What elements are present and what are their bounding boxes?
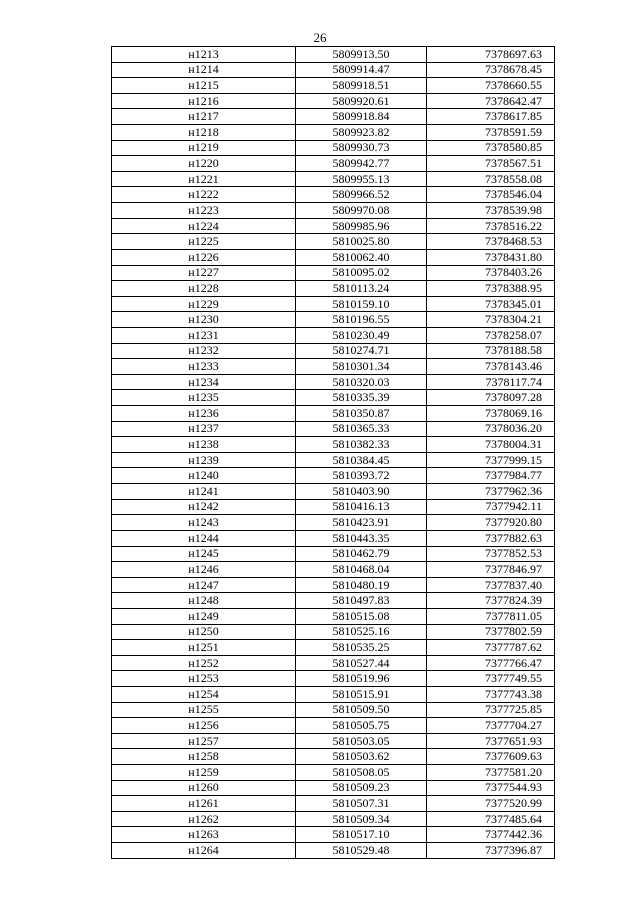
x-coordinate-cell: 5810113.24 bbox=[296, 281, 427, 297]
table-row bbox=[112, 374, 555, 390]
y-coordinate-cell: 7377766.47 bbox=[427, 655, 555, 671]
x-coordinate-cell: 5810382.33 bbox=[296, 437, 427, 453]
y-coordinate-cell: 7377837.40 bbox=[427, 577, 555, 593]
point-id-cell: н1222 bbox=[112, 187, 296, 203]
point-id-cell: н1224 bbox=[112, 218, 296, 234]
x-coordinate-cell: 5809918.84 bbox=[296, 109, 427, 125]
table-row bbox=[112, 171, 555, 187]
table-row bbox=[112, 327, 555, 343]
point-id-cell: н1244 bbox=[112, 530, 296, 546]
table-row bbox=[112, 608, 555, 624]
y-coordinate-cell: 7378345.01 bbox=[427, 296, 555, 312]
table-row bbox=[112, 452, 555, 468]
x-coordinate-cell: 5810443.35 bbox=[296, 530, 427, 546]
table-row bbox=[112, 780, 555, 796]
y-coordinate-cell: 7378004.31 bbox=[427, 437, 555, 453]
table-row bbox=[112, 546, 555, 562]
point-id-cell: н1254 bbox=[112, 686, 296, 702]
table-row bbox=[112, 733, 555, 749]
table-row bbox=[112, 359, 555, 375]
point-id-cell: н1237 bbox=[112, 421, 296, 437]
table-row bbox=[112, 343, 555, 359]
y-coordinate-cell: 7378660.55 bbox=[427, 78, 555, 94]
point-id-cell: н1218 bbox=[112, 125, 296, 141]
x-coordinate-cell: 5810196.55 bbox=[296, 312, 427, 328]
y-coordinate-cell: 7377651.93 bbox=[427, 733, 555, 749]
y-coordinate-cell: 7377442.36 bbox=[427, 827, 555, 843]
x-coordinate-cell: 5810535.25 bbox=[296, 640, 427, 656]
point-id-cell: н1214 bbox=[112, 62, 296, 78]
point-id-cell: н1213 bbox=[112, 47, 296, 63]
y-coordinate-cell: 7377852.53 bbox=[427, 546, 555, 562]
x-coordinate-cell: 5809918.51 bbox=[296, 78, 427, 94]
table-row bbox=[112, 437, 555, 453]
x-coordinate-cell: 5810505.75 bbox=[296, 718, 427, 734]
table-row bbox=[112, 468, 555, 484]
x-coordinate-cell: 5810517.10 bbox=[296, 827, 427, 843]
x-coordinate-cell: 5810515.91 bbox=[296, 686, 427, 702]
y-coordinate-cell: 7377802.59 bbox=[427, 624, 555, 640]
y-coordinate-cell: 7377920.80 bbox=[427, 515, 555, 531]
table-row bbox=[112, 484, 555, 500]
x-coordinate-cell: 5810527.44 bbox=[296, 655, 427, 671]
table-row bbox=[112, 765, 555, 781]
y-coordinate-cell: 7378304.21 bbox=[427, 312, 555, 328]
point-id-cell: н1262 bbox=[112, 811, 296, 827]
y-coordinate-cell: 7377725.85 bbox=[427, 702, 555, 718]
table-row bbox=[112, 749, 555, 765]
point-id-cell: н1216 bbox=[112, 93, 296, 109]
table-row bbox=[112, 156, 555, 172]
y-coordinate-cell: 7378069.16 bbox=[427, 406, 555, 422]
table-row bbox=[112, 234, 555, 250]
y-coordinate-cell: 7377984.77 bbox=[427, 468, 555, 484]
x-coordinate-cell: 5809913.50 bbox=[296, 47, 427, 63]
point-id-cell: н1229 bbox=[112, 296, 296, 312]
x-coordinate-cell: 5809966.52 bbox=[296, 187, 427, 203]
y-coordinate-cell: 7378143.46 bbox=[427, 359, 555, 375]
x-coordinate-cell: 5810509.50 bbox=[296, 702, 427, 718]
table-row bbox=[112, 593, 555, 609]
point-id-cell: н1259 bbox=[112, 765, 296, 781]
x-coordinate-cell: 5810503.05 bbox=[296, 733, 427, 749]
point-id-cell: н1251 bbox=[112, 640, 296, 656]
point-id-cell: н1239 bbox=[112, 452, 296, 468]
x-coordinate-cell: 5810159.10 bbox=[296, 296, 427, 312]
point-id-cell: н1231 bbox=[112, 327, 296, 343]
y-coordinate-cell: 7377743.38 bbox=[427, 686, 555, 702]
point-id-cell: н1250 bbox=[112, 624, 296, 640]
table-row bbox=[112, 93, 555, 109]
point-id-cell: н1248 bbox=[112, 593, 296, 609]
table-row bbox=[112, 515, 555, 531]
point-id-cell: н1247 bbox=[112, 577, 296, 593]
point-id-cell: н1236 bbox=[112, 406, 296, 422]
y-coordinate-cell: 7377749.55 bbox=[427, 671, 555, 687]
x-coordinate-cell: 5809920.61 bbox=[296, 93, 427, 109]
point-id-cell: н1257 bbox=[112, 733, 296, 749]
x-coordinate-cell: 5810230.49 bbox=[296, 327, 427, 343]
x-coordinate-cell: 5810416.13 bbox=[296, 499, 427, 515]
point-id-cell: н1221 bbox=[112, 171, 296, 187]
y-coordinate-cell: 7377787.62 bbox=[427, 640, 555, 656]
x-coordinate-cell: 5810365.33 bbox=[296, 421, 427, 437]
point-id-cell: н1258 bbox=[112, 749, 296, 765]
y-coordinate-cell: 7378567.51 bbox=[427, 156, 555, 172]
y-coordinate-cell: 7377962.36 bbox=[427, 484, 555, 500]
point-id-cell: н1225 bbox=[112, 234, 296, 250]
coordinates-table bbox=[111, 46, 555, 859]
point-id-cell: н1252 bbox=[112, 655, 296, 671]
y-coordinate-cell: 7377704.27 bbox=[427, 718, 555, 734]
y-coordinate-cell: 7378617.85 bbox=[427, 109, 555, 125]
x-coordinate-cell: 5810025.80 bbox=[296, 234, 427, 250]
x-coordinate-cell: 5810480.19 bbox=[296, 577, 427, 593]
y-coordinate-cell: 7377882.63 bbox=[427, 530, 555, 546]
x-coordinate-cell: 5810274.71 bbox=[296, 343, 427, 359]
x-coordinate-cell: 5810462.79 bbox=[296, 546, 427, 562]
point-id-cell: н1256 bbox=[112, 718, 296, 734]
table-row bbox=[112, 843, 555, 859]
table-row bbox=[112, 47, 555, 63]
x-coordinate-cell: 5810393.72 bbox=[296, 468, 427, 484]
point-id-cell: н1242 bbox=[112, 499, 296, 515]
table-row bbox=[112, 640, 555, 656]
y-coordinate-cell: 7378117.74 bbox=[427, 374, 555, 390]
x-coordinate-cell: 5810509.23 bbox=[296, 780, 427, 796]
table-row bbox=[112, 296, 555, 312]
y-coordinate-cell: 7377942.11 bbox=[427, 499, 555, 515]
y-coordinate-cell: 7378468.53 bbox=[427, 234, 555, 250]
table-row bbox=[112, 390, 555, 406]
table-row bbox=[112, 218, 555, 234]
table-row bbox=[112, 718, 555, 734]
y-coordinate-cell: 7378591.59 bbox=[427, 125, 555, 141]
x-coordinate-cell: 5810468.04 bbox=[296, 562, 427, 578]
point-id-cell: н1245 bbox=[112, 546, 296, 562]
y-coordinate-cell: 7377581.20 bbox=[427, 765, 555, 781]
x-coordinate-cell: 5810350.87 bbox=[296, 406, 427, 422]
y-coordinate-cell: 7378678.45 bbox=[427, 62, 555, 78]
coordinates-table-body bbox=[112, 47, 555, 859]
point-id-cell: н1230 bbox=[112, 312, 296, 328]
point-id-cell: н1217 bbox=[112, 109, 296, 125]
table-row bbox=[112, 125, 555, 141]
y-coordinate-cell: 7378516.22 bbox=[427, 218, 555, 234]
point-id-cell: н1219 bbox=[112, 140, 296, 156]
table-row bbox=[112, 796, 555, 812]
point-id-cell: н1215 bbox=[112, 78, 296, 94]
y-coordinate-cell: 7378036.20 bbox=[427, 421, 555, 437]
point-id-cell: н1227 bbox=[112, 265, 296, 281]
point-id-cell: н1238 bbox=[112, 437, 296, 453]
y-coordinate-cell: 7377544.93 bbox=[427, 780, 555, 796]
table-row bbox=[112, 406, 555, 422]
x-coordinate-cell: 5810320.03 bbox=[296, 374, 427, 390]
point-id-cell: н1261 bbox=[112, 796, 296, 812]
point-id-cell: н1241 bbox=[112, 484, 296, 500]
x-coordinate-cell: 5810423.91 bbox=[296, 515, 427, 531]
point-id-cell: н1260 bbox=[112, 780, 296, 796]
table-row bbox=[112, 281, 555, 297]
table-row bbox=[112, 577, 555, 593]
page-number: 26 bbox=[313, 30, 327, 45]
y-coordinate-cell: 7377520.99 bbox=[427, 796, 555, 812]
x-coordinate-cell: 5810384.45 bbox=[296, 452, 427, 468]
table-row bbox=[112, 624, 555, 640]
point-id-cell: н1263 bbox=[112, 827, 296, 843]
y-coordinate-cell: 7377824.39 bbox=[427, 593, 555, 609]
table-row bbox=[112, 62, 555, 78]
table-row bbox=[112, 312, 555, 328]
y-coordinate-cell: 7377485.64 bbox=[427, 811, 555, 827]
point-id-cell: н1249 bbox=[112, 608, 296, 624]
y-coordinate-cell: 7377396.87 bbox=[427, 843, 555, 859]
table-row bbox=[112, 499, 555, 515]
table-row bbox=[112, 203, 555, 219]
table-row bbox=[112, 671, 555, 687]
y-coordinate-cell: 7377846.97 bbox=[427, 562, 555, 578]
table-row bbox=[112, 827, 555, 843]
x-coordinate-cell: 5810062.40 bbox=[296, 249, 427, 265]
x-coordinate-cell: 5810519.96 bbox=[296, 671, 427, 687]
point-id-cell: н1255 bbox=[112, 702, 296, 718]
x-coordinate-cell: 5810525.16 bbox=[296, 624, 427, 640]
point-id-cell: н1240 bbox=[112, 468, 296, 484]
x-coordinate-cell: 5810515.08 bbox=[296, 608, 427, 624]
y-coordinate-cell: 7378558.08 bbox=[427, 171, 555, 187]
table-row bbox=[112, 140, 555, 156]
y-coordinate-cell: 7378642.47 bbox=[427, 93, 555, 109]
point-id-cell: н1228 bbox=[112, 281, 296, 297]
x-coordinate-cell: 5809930.73 bbox=[296, 140, 427, 156]
x-coordinate-cell: 5810503.62 bbox=[296, 749, 427, 765]
table-row bbox=[112, 686, 555, 702]
y-coordinate-cell: 7378097.28 bbox=[427, 390, 555, 406]
x-coordinate-cell: 5810403.90 bbox=[296, 484, 427, 500]
y-coordinate-cell: 7377609.63 bbox=[427, 749, 555, 765]
table-row bbox=[112, 187, 555, 203]
table-row bbox=[112, 811, 555, 827]
point-id-cell: н1234 bbox=[112, 374, 296, 390]
x-coordinate-cell: 5810335.39 bbox=[296, 390, 427, 406]
x-coordinate-cell: 5809942.77 bbox=[296, 156, 427, 172]
y-coordinate-cell: 7378546.04 bbox=[427, 187, 555, 203]
y-coordinate-cell: 7378431.80 bbox=[427, 249, 555, 265]
x-coordinate-cell: 5810301.34 bbox=[296, 359, 427, 375]
y-coordinate-cell: 7378403.26 bbox=[427, 265, 555, 281]
point-id-cell: н1243 bbox=[112, 515, 296, 531]
point-id-cell: н1226 bbox=[112, 249, 296, 265]
x-coordinate-cell: 5809970.08 bbox=[296, 203, 427, 219]
table-row bbox=[112, 530, 555, 546]
x-coordinate-cell: 5810509.34 bbox=[296, 811, 427, 827]
y-coordinate-cell: 7378188.58 bbox=[427, 343, 555, 359]
x-coordinate-cell: 5810497.83 bbox=[296, 593, 427, 609]
x-coordinate-cell: 5810529.48 bbox=[296, 843, 427, 859]
table-row bbox=[112, 78, 555, 94]
x-coordinate-cell: 5809955.13 bbox=[296, 171, 427, 187]
table-row bbox=[112, 265, 555, 281]
table-row bbox=[112, 655, 555, 671]
table-row bbox=[112, 249, 555, 265]
x-coordinate-cell: 5809914.47 bbox=[296, 62, 427, 78]
point-id-cell: н1223 bbox=[112, 203, 296, 219]
point-id-cell: н1264 bbox=[112, 843, 296, 859]
x-coordinate-cell: 5810507.31 bbox=[296, 796, 427, 812]
y-coordinate-cell: 7378539.98 bbox=[427, 203, 555, 219]
x-coordinate-cell: 5810095.02 bbox=[296, 265, 427, 281]
x-coordinate-cell: 5809985.96 bbox=[296, 218, 427, 234]
table-row bbox=[112, 562, 555, 578]
y-coordinate-cell: 7378258.07 bbox=[427, 327, 555, 343]
y-coordinate-cell: 7378580.85 bbox=[427, 140, 555, 156]
table-row bbox=[112, 109, 555, 125]
table-row bbox=[112, 702, 555, 718]
y-coordinate-cell: 7377999.15 bbox=[427, 452, 555, 468]
point-id-cell: н1246 bbox=[112, 562, 296, 578]
point-id-cell: н1220 bbox=[112, 156, 296, 172]
y-coordinate-cell: 7378388.95 bbox=[427, 281, 555, 297]
point-id-cell: н1235 bbox=[112, 390, 296, 406]
x-coordinate-cell: 5809923.82 bbox=[296, 125, 427, 141]
x-coordinate-cell: 5810508.05 bbox=[296, 765, 427, 781]
point-id-cell: н1253 bbox=[112, 671, 296, 687]
y-coordinate-cell: 7378697.63 bbox=[427, 47, 555, 63]
point-id-cell: н1232 bbox=[112, 343, 296, 359]
y-coordinate-cell: 7377811.05 bbox=[427, 608, 555, 624]
point-id-cell: н1233 bbox=[112, 359, 296, 375]
table-row bbox=[112, 421, 555, 437]
